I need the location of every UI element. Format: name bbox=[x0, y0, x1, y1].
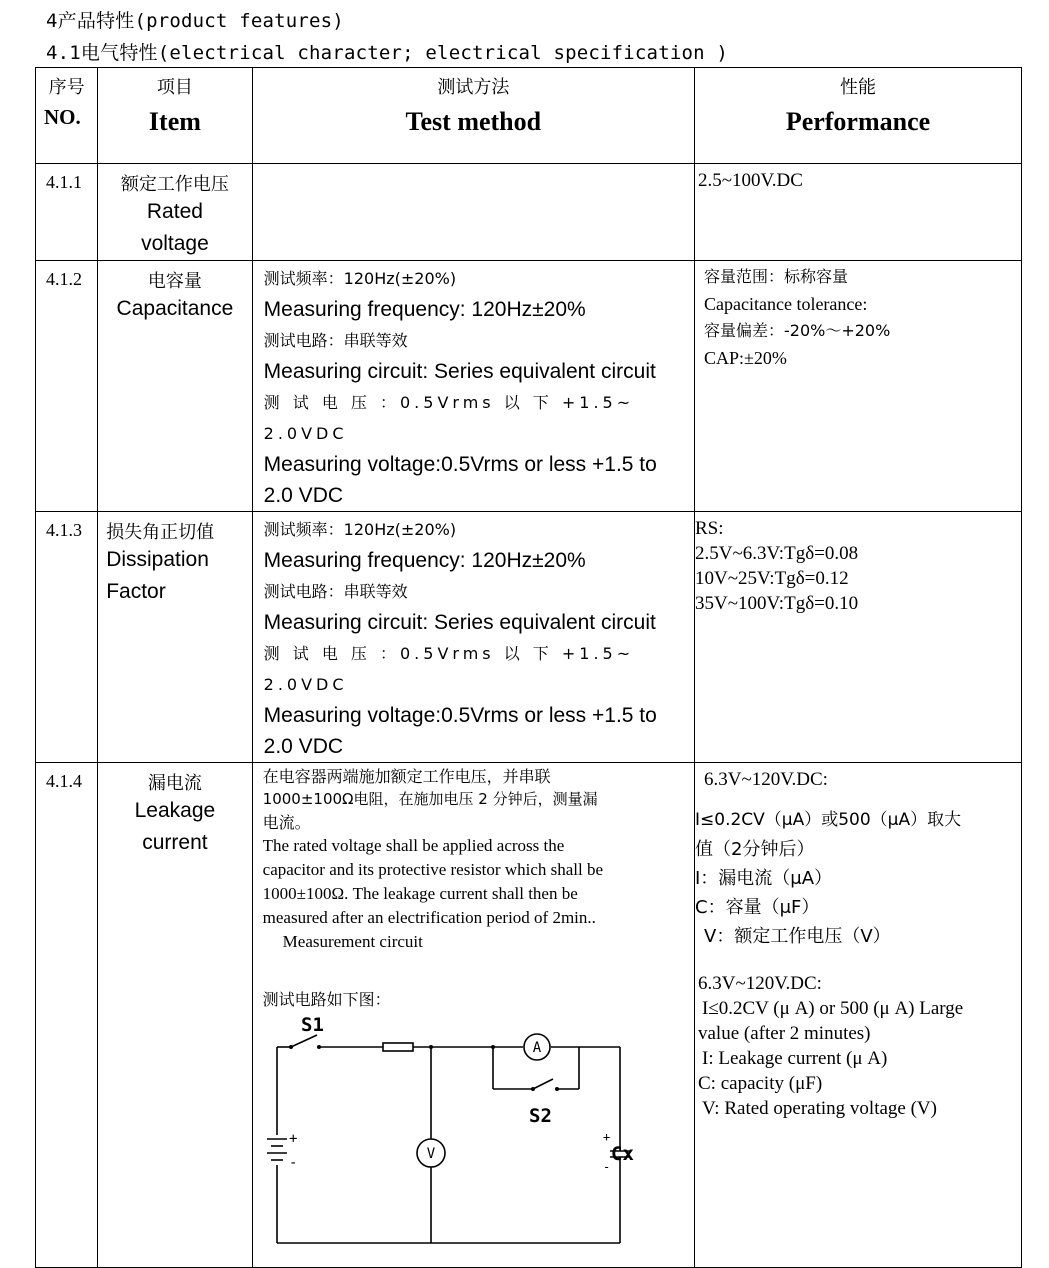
performance-line: I≤0.2CV (μ A) or 500 (μ A) Large bbox=[702, 998, 964, 1019]
table-row bbox=[36, 763, 1022, 1268]
performance-line: 10V~25V:Tgδ=0.12 bbox=[695, 568, 849, 589]
switch-s2-label: S2 bbox=[528, 1105, 552, 1127]
table-header-row bbox=[36, 68, 1022, 164]
performance-line: value (after 2 minutes) bbox=[698, 1023, 871, 1044]
item-name-zh: 损失角正切值 bbox=[106, 522, 215, 543]
method-line: measured after an electrification period of 2min.. bbox=[262, 908, 596, 927]
method-line: 测试电路：串联等效 bbox=[263, 582, 408, 601]
method-line: Measuring circuit: Series equivalent circuit bbox=[263, 360, 656, 383]
performance-line: 6.3V~120V.DC: bbox=[704, 769, 828, 790]
performance-line: I≤0.2CV（μA）或500（μA）取大 bbox=[695, 810, 962, 830]
table-row bbox=[36, 164, 1022, 261]
performance-line: V：额定工作电压（V） bbox=[704, 926, 891, 947]
performance-line: C：容量（μF） bbox=[695, 897, 820, 918]
method-line: 测 试 电 压 ：0.5Vrms 以 下 +1.5~ 2.0VDC bbox=[263, 393, 635, 443]
item-name-en: Factor bbox=[106, 580, 166, 603]
performance-line: V: Rated operating voltage (V) bbox=[702, 1098, 937, 1119]
performance-line: Capacitance tolerance: bbox=[704, 294, 868, 314]
method-line: Measuring frequency: 120Hz±20% bbox=[263, 549, 586, 572]
header-no-cell bbox=[36, 68, 98, 164]
method-line: 1000±100Ω. The leakage current shall then be bbox=[262, 884, 578, 903]
header-item-en: Item bbox=[148, 107, 201, 136]
method-line: 测试频率：120Hz(±20%) bbox=[263, 520, 457, 539]
method-line: 在电容器两端施加额定工作电压，并串联 bbox=[262, 767, 551, 786]
header-no-zh: 序号 bbox=[48, 77, 85, 98]
method-line: 测试频率：120Hz(±20%) bbox=[263, 269, 457, 288]
item-name-en: Leakage bbox=[134, 799, 216, 822]
battery-minus-label: - bbox=[288, 1155, 298, 1171]
electrical-spec-table bbox=[35, 67, 1022, 1268]
section-heading: 4产品特性(product features) bbox=[46, 10, 344, 32]
test-method-cell bbox=[252, 164, 694, 261]
table-row bbox=[36, 512, 1022, 763]
item-name-zh: 漏电流 bbox=[147, 773, 202, 794]
voltmeter-icon: V bbox=[426, 1146, 435, 1162]
item-name-zh: 电容量 bbox=[147, 271, 202, 292]
capacitor-minus-label: - bbox=[602, 1160, 610, 1174]
method-line: 电流。 bbox=[262, 813, 311, 832]
leakage-test-circuit-diagram bbox=[263, 1015, 643, 1255]
method-line: Measuring circuit: Series equivalent circuit bbox=[263, 611, 656, 634]
header-item-cell bbox=[98, 68, 252, 164]
subsection-heading: 4.1电气特性(electrical character; electrical specification ) bbox=[46, 42, 729, 64]
performance-value: 2.5~100V.DC bbox=[698, 170, 803, 191]
item-name-en: voltage bbox=[141, 232, 209, 255]
row-number: 4.1.2 bbox=[46, 269, 82, 289]
method-line: 测试电路：串联等效 bbox=[263, 331, 408, 350]
battery-plus-label: + bbox=[288, 1131, 298, 1147]
performance-line: RS: bbox=[695, 518, 724, 539]
switch-s1-label: S1 bbox=[300, 1015, 324, 1036]
item-name-en: Capacitance bbox=[116, 297, 234, 320]
item-name-en: Rated bbox=[146, 200, 203, 223]
performance-line: I：漏电流（μA） bbox=[695, 868, 833, 889]
method-line: The rated voltage shall be applied across the bbox=[262, 836, 565, 855]
header-performance-zh: 性能 bbox=[840, 77, 876, 98]
method-line: 2.0 VDC bbox=[263, 484, 344, 507]
method-line: 2.0 VDC bbox=[263, 735, 344, 758]
method-line: 1000±100Ω电阻，在施加电压 2 分钟后，测量漏 bbox=[262, 790, 598, 808]
row-number: 4.1.4 bbox=[46, 771, 82, 791]
method-line: Measurement circuit bbox=[282, 932, 423, 951]
item-name-zh: 额定工作电压 bbox=[120, 174, 229, 195]
performance-line: 6.3V~120V.DC: bbox=[698, 973, 822, 994]
performance-line: 35V~100V:Tgδ=0.10 bbox=[695, 593, 859, 614]
header-no-en: NO. bbox=[44, 105, 81, 129]
ammeter-icon: A bbox=[532, 1040, 541, 1056]
header-method-en: Test method bbox=[405, 107, 542, 136]
method-line: 测试电路如下图： bbox=[262, 990, 391, 1009]
performance-line: I: Leakage current (μ A) bbox=[702, 1048, 888, 1069]
capacitor-plus-label: + bbox=[602, 1130, 610, 1144]
method-line: Measuring voltage:0.5Vrms or less +1.5 to bbox=[263, 453, 657, 476]
header-performance-en: Performance bbox=[785, 107, 931, 136]
performance-line: CAP:±20% bbox=[704, 348, 787, 368]
performance-line: C: capacity (μF) bbox=[698, 1073, 823, 1094]
method-line: Measuring voltage:0.5Vrms or less +1.5 to bbox=[263, 704, 657, 727]
header-performance-cell bbox=[695, 68, 1022, 164]
item-name-en: Dissipation bbox=[106, 548, 209, 571]
header-method-cell bbox=[252, 68, 694, 164]
method-line: Measuring frequency: 120Hz±20% bbox=[263, 298, 586, 321]
table-row bbox=[36, 261, 1022, 512]
capacitor-cx-label: Cx bbox=[610, 1143, 634, 1165]
row-number: 4.1.1 bbox=[46, 172, 82, 192]
performance-line: 2.5V~6.3V:Tgδ=0.08 bbox=[695, 543, 859, 564]
header-item-zh: 项目 bbox=[156, 77, 193, 98]
method-line: capacitor and its protective resistor which shall be bbox=[262, 860, 604, 879]
header-method-zh: 测试方法 bbox=[437, 77, 510, 98]
item-name-en: current bbox=[142, 831, 208, 854]
performance-line: 容量范围：标称容量 bbox=[704, 267, 849, 286]
method-line: 测 试 电 压 ：0.5Vrms 以 下 +1.5~ 2.0VDC bbox=[263, 644, 635, 694]
row-number: 4.1.3 bbox=[46, 520, 82, 540]
performance-line: 容量偏差：-20%～+20% bbox=[704, 321, 891, 340]
performance-line: 值（2分钟后） bbox=[695, 839, 815, 860]
